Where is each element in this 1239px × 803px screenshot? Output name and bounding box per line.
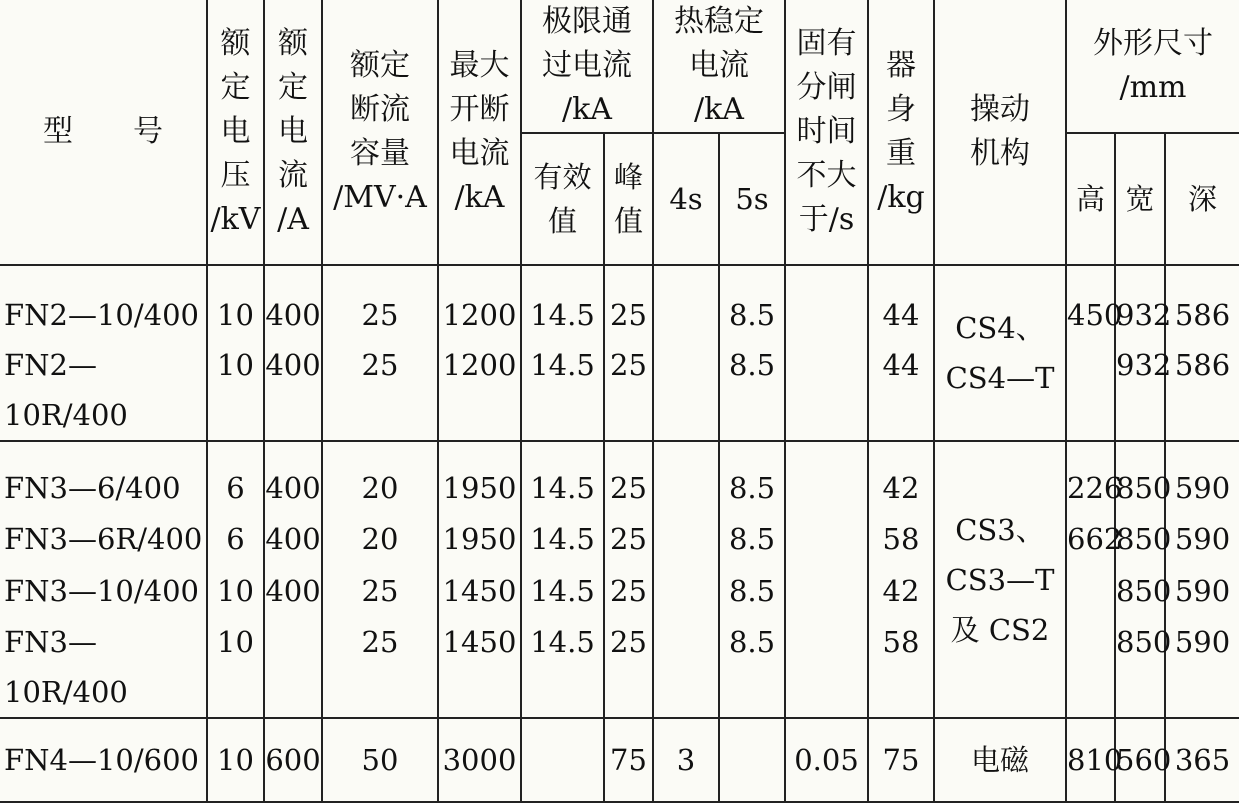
- cell-model: FN2—10/400: [0, 265, 207, 340]
- cell-max-breaking-current: 1950: [438, 441, 521, 513]
- cell-model: FN3—6R/400: [0, 513, 207, 565]
- cell-opening-time: [785, 513, 868, 565]
- header-limit-effective: 有效 值: [521, 133, 604, 265]
- cell-weight: 75: [868, 718, 934, 802]
- cell-breaking-capacity: 25: [322, 265, 438, 340]
- cell-dim-height: 450: [1066, 265, 1115, 340]
- cell-breaking-capacity: 20: [322, 513, 438, 565]
- cell-dim-width: 850: [1115, 441, 1165, 513]
- header-limit-peak: 峰 值: [604, 133, 653, 265]
- cell-model: FN3—6/400: [0, 441, 207, 513]
- header-dim-width: 宽: [1115, 133, 1165, 265]
- cell-model: FN2—10R/400: [0, 340, 207, 441]
- cell-dim-depth: 586: [1165, 265, 1239, 340]
- cell-breaking-capacity: 20: [322, 441, 438, 513]
- cell-dim-width: 850: [1115, 565, 1165, 617]
- cell-thermal-4s: [653, 565, 719, 617]
- cell-thermal-5s: 8.5: [719, 565, 785, 617]
- cell-limit-peak: 25: [604, 265, 653, 340]
- cell-rated-voltage: 10: [207, 617, 264, 718]
- cell-limit-effective: 14.5: [521, 513, 604, 565]
- header-limit-current: 极限通 过电流 /kA: [521, 0, 653, 133]
- header-rated-voltage: 额 定 电 压 /kV: [207, 0, 264, 265]
- cell-limit-effective: 14.5: [521, 617, 604, 718]
- cell-opening-time: [785, 265, 868, 340]
- cell-weight: 58: [868, 617, 934, 718]
- cell-rated-current: [264, 617, 322, 718]
- cell-dim-width: 932: [1115, 340, 1165, 441]
- header-breaking-capacity: 额定 断流 容量 /MV·A: [322, 0, 438, 265]
- cell-opening-time: [785, 340, 868, 441]
- cell-dim-depth: 590: [1165, 441, 1239, 513]
- cell-dim-depth: 590: [1165, 565, 1239, 617]
- cell-limit-peak: 25: [604, 617, 653, 718]
- cell-opening-time: [785, 565, 868, 617]
- cell-thermal-4s: [653, 441, 719, 513]
- cell-opening-time: 0.05: [785, 718, 868, 802]
- cell-limit-peak: 25: [604, 565, 653, 617]
- cell-dim-width: 560: [1115, 718, 1165, 802]
- table-row: [0, 718, 1239, 802]
- cell-dim-width: 850: [1115, 617, 1165, 718]
- cell-max-breaking-current: 1200: [438, 265, 521, 340]
- cell-dim-depth: 590: [1165, 513, 1239, 565]
- cell-mechanism: CS3、 CS3—T 及 CS2: [934, 441, 1066, 718]
- table-body: [0, 265, 1239, 802]
- cell-weight: 58: [868, 513, 934, 565]
- cell-rated-voltage: 6: [207, 441, 264, 513]
- cell-rated-voltage: 10: [207, 265, 264, 340]
- cell-rated-current: 400: [264, 513, 322, 565]
- cell-thermal-5s: 8.5: [719, 513, 785, 565]
- header-thermal-5s: 5s: [719, 133, 785, 265]
- table-row: [0, 441, 1239, 513]
- cell-breaking-capacity: 25: [322, 565, 438, 617]
- cell-weight: 44: [868, 265, 934, 340]
- cell-dim-depth: 586: [1165, 340, 1239, 441]
- cell-mechanism: CS4、 CS4—T: [934, 265, 1066, 441]
- header-opening-time: 固有 分闸 时间 不大 于/s: [785, 0, 868, 265]
- cell-opening-time: [785, 617, 868, 718]
- cell-rated-voltage: 10: [207, 565, 264, 617]
- cell-max-breaking-current: 1450: [438, 617, 521, 718]
- cell-limit-peak: 25: [604, 441, 653, 513]
- cell-dim-height: [1066, 565, 1115, 617]
- cell-rated-current: 400: [264, 265, 322, 340]
- header-model: 型 号: [0, 0, 207, 265]
- cell-opening-time: [785, 441, 868, 513]
- cell-limit-effective: 14.5: [521, 265, 604, 340]
- cell-dim-width: 932: [1115, 265, 1165, 340]
- cell-rated-voltage: 10: [207, 340, 264, 441]
- cell-thermal-5s: 8.5: [719, 617, 785, 718]
- header-dim-height: 高: [1066, 133, 1115, 265]
- cell-rated-current: 600: [264, 718, 322, 802]
- cell-rated-current: 400: [264, 340, 322, 441]
- cell-rated-current: 400: [264, 565, 322, 617]
- header-thermal-4s: 4s: [653, 133, 719, 265]
- cell-weight: 42: [868, 565, 934, 617]
- cell-max-breaking-current: 1950: [438, 513, 521, 565]
- header-dim-depth: 深: [1165, 133, 1239, 265]
- cell-thermal-5s: 8.5: [719, 265, 785, 340]
- cell-thermal-4s: [653, 617, 719, 718]
- cell-dim-height: 662: [1066, 513, 1115, 565]
- cell-dim-height: [1066, 340, 1115, 441]
- cell-limit-peak: 25: [604, 340, 653, 441]
- cell-max-breaking-current: 1200: [438, 340, 521, 441]
- cell-dim-depth: 590: [1165, 617, 1239, 718]
- header-max-breaking-current: 最大 开断 电流 /kA: [438, 0, 521, 265]
- cell-thermal-4s: [653, 265, 719, 340]
- cell-dim-width: 850: [1115, 513, 1165, 565]
- cell-limit-effective: 14.5: [521, 340, 604, 441]
- cell-max-breaking-current: 3000: [438, 718, 521, 802]
- cell-model: FN3—10/400: [0, 565, 207, 617]
- cell-limit-effective: [521, 718, 604, 802]
- cell-dim-depth: 365: [1165, 718, 1239, 802]
- cell-dim-height: 810: [1066, 718, 1115, 802]
- cell-rated-voltage: 6: [207, 513, 264, 565]
- header-mechanism: 操动 机构: [934, 0, 1066, 265]
- cell-breaking-capacity: 25: [322, 340, 438, 441]
- cell-thermal-5s: 8.5: [719, 340, 785, 441]
- cell-model: FN4—10/600: [0, 718, 207, 802]
- cell-model: FN3—10R/400: [0, 617, 207, 718]
- cell-breaking-capacity: 50: [322, 718, 438, 802]
- cell-thermal-4s: [653, 340, 719, 441]
- table-row: [0, 265, 1239, 340]
- header-weight: 器 身 重 /kg: [868, 0, 934, 265]
- cell-limit-peak: 75: [604, 718, 653, 802]
- cell-limit-peak: 25: [604, 513, 653, 565]
- cell-thermal-4s: 3: [653, 718, 719, 802]
- cell-dim-height: [1066, 617, 1115, 718]
- cell-thermal-5s: [719, 718, 785, 802]
- header-dimensions: 外形尺寸 /mm: [1066, 0, 1239, 133]
- cell-dim-height: 226: [1066, 441, 1115, 513]
- cell-thermal-5s: 8.5: [719, 441, 785, 513]
- cell-limit-effective: 14.5: [521, 441, 604, 513]
- cell-weight: 42: [868, 441, 934, 513]
- cell-limit-effective: 14.5: [521, 565, 604, 617]
- cell-thermal-4s: [653, 513, 719, 565]
- cell-max-breaking-current: 1450: [438, 565, 521, 617]
- cell-weight: 44: [868, 340, 934, 441]
- cell-rated-voltage: 10: [207, 718, 264, 802]
- cell-mechanism: 电磁: [934, 718, 1066, 802]
- cell-breaking-capacity: 25: [322, 617, 438, 718]
- header-thermal-current: 热稳定 电流 /kA: [653, 0, 785, 133]
- cell-rated-current: 400: [264, 441, 322, 513]
- header-rated-current: 额 定 电 流 /A: [264, 0, 322, 265]
